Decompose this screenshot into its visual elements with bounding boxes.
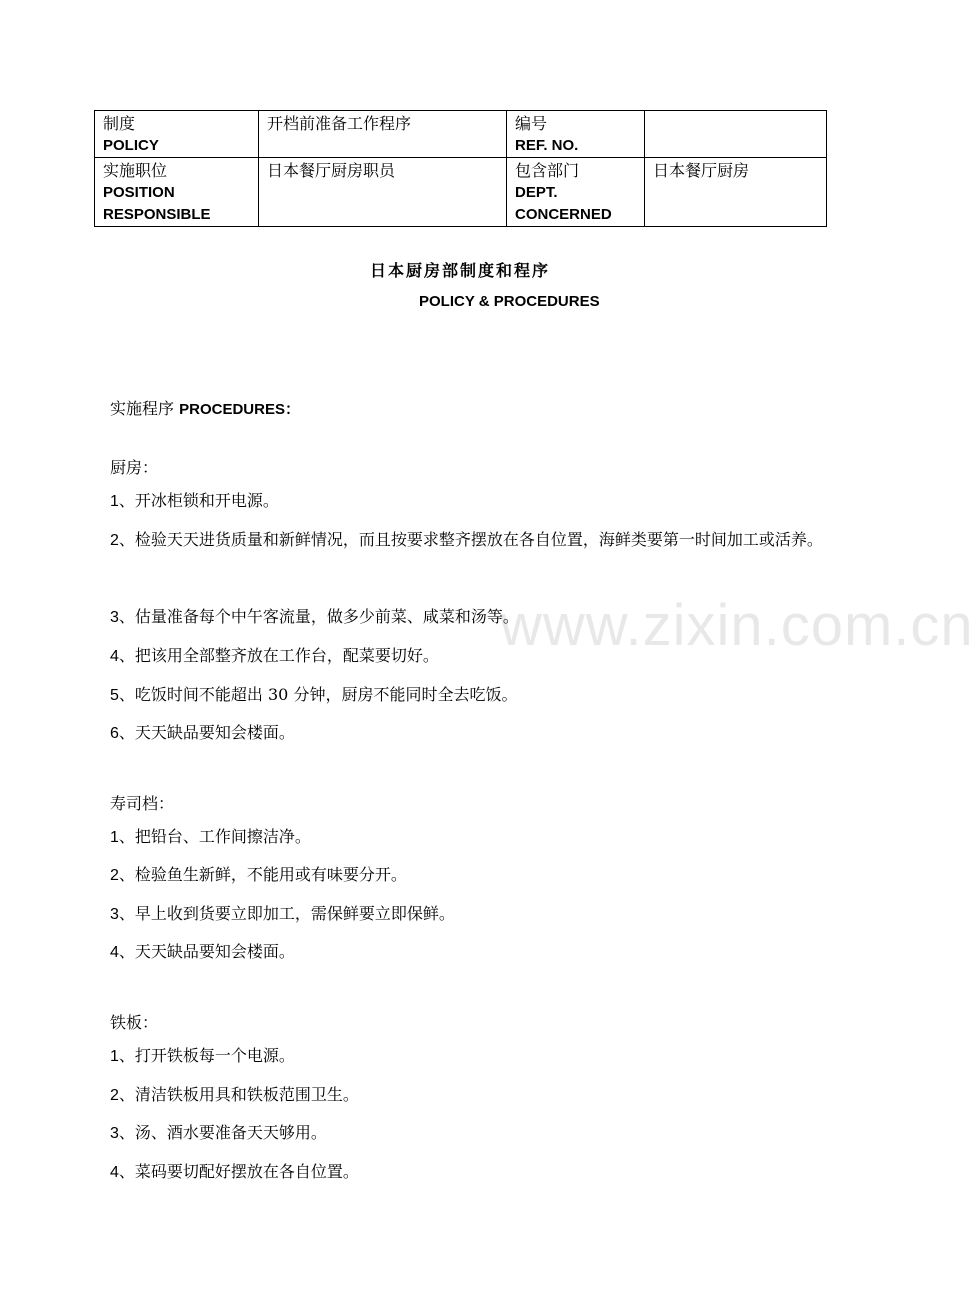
list-item [110,1114,327,1153]
position-label-en-2: RESPONSIBLE [103,206,211,223]
header-row-policy [95,111,827,158]
list-item [110,933,295,972]
policy-label-cell [95,111,259,158]
item-text: 、把铅台、工作间擦洁净。 [118,827,311,846]
dept-label-cn: 包含部门 [515,161,580,180]
watermark: www.zixin.com.cn [500,593,974,658]
section-title-sushi: 寿司档： [110,794,175,813]
dept-value-cell [645,158,827,227]
item-text: 、把该用全部整齐放在工作台，配菜要切好。 [118,646,439,665]
item-number: 1 [110,493,119,510]
policy-label-en: POLICY [103,137,159,154]
item-number: 1 [110,829,119,846]
item-text: 、打开铁板每一个电源。 [118,1046,295,1065]
dept-label-cell [507,158,645,227]
header-table [94,110,827,227]
position-label-en-1: POSITION [103,184,175,201]
list-item [110,818,311,857]
position-label-cn: 实施职位 [103,161,168,180]
list-item [110,895,455,934]
policy-value-cell [259,111,507,158]
item-number: 2 [110,1087,119,1104]
ref-value-cell [645,111,827,158]
ref-label-cn: 编号 [515,114,548,133]
item-text: 、检验鱼生新鲜，不能用或有味要分开。 [118,865,407,884]
dept-label-en-1: DEPT. [515,184,558,201]
dept-value: 日本餐厅厨房 [653,161,750,180]
item-number: 3 [110,609,119,626]
list-item [110,598,519,637]
list-item [110,714,295,753]
item-number: 6 [110,725,119,742]
header-row-position [95,158,827,227]
list-item [110,856,407,895]
dept-label-en-2: CONCERNED [515,206,612,223]
item-number: 2 [110,867,119,884]
item-text: 、开冰柜锁和开电源。 [118,491,279,510]
item-number: 4 [110,944,119,961]
item-number: 3 [110,1125,119,1142]
ref-label-cell [507,111,645,158]
list-item [110,1037,295,1076]
ref-label-en: REF. NO. [515,137,579,154]
list-item [110,482,279,521]
procedures-heading [110,396,300,419]
item-text: 、天天缺品要知会楼面。 [118,723,295,742]
item-number: 1 [110,1048,119,1065]
item-text: 、估量准备每个中午客流量，做多少前菜、咸菜和汤等。 [118,607,519,626]
item-text: 、汤、酒水要准备天天够用。 [118,1123,327,1142]
list-item [110,1076,359,1115]
item-text: 、菜码要切配好摆放在各自位置。 [118,1162,359,1181]
position-value: 日本餐厅厨房职员 [267,161,396,180]
item-number: 2 [110,532,119,549]
item-text: 、天天缺品要知会楼面。 [118,942,295,961]
item-number: 4 [110,1164,119,1181]
item-text: 、早上收到货要立即加工，需保鲜要立即保鲜。 [118,904,455,923]
item-number: 3 [110,906,119,923]
procedures-heading-en: PROCEDURES： [179,401,300,418]
list-item [110,637,439,676]
item-text: 、检验天天进货质量和新鲜情况，而且按要求整齐摆放在各自位置，海鲜类要第一时间加工或活养。 [118,530,823,549]
position-value-cell [259,158,507,227]
section-title-teppan: 铁板： [110,1013,159,1032]
position-label-cell [95,158,259,227]
section-title-kitchen: 厨房： [110,458,159,477]
document-title-cn: 日本厨房部制度和程序 [370,261,551,280]
item-number: 5 [110,687,119,704]
item-text: 、清洁铁板用具和铁板范围卫生。 [118,1085,359,1104]
item-text: 、吃饭时间不能超出 30 分钟，厨房不能同时全去吃饭。 [118,685,518,704]
policy-label-cn: 制度 [103,114,136,133]
list-item [110,676,517,715]
document-title-en: POLICY & PROCEDURES [419,293,600,310]
item-number: 4 [110,648,119,665]
list-item [110,1153,359,1192]
list-item [110,521,838,560]
policy-value: 开档前准备工作程序 [267,114,412,133]
procedures-heading-cn: 实施程序 [110,399,175,418]
